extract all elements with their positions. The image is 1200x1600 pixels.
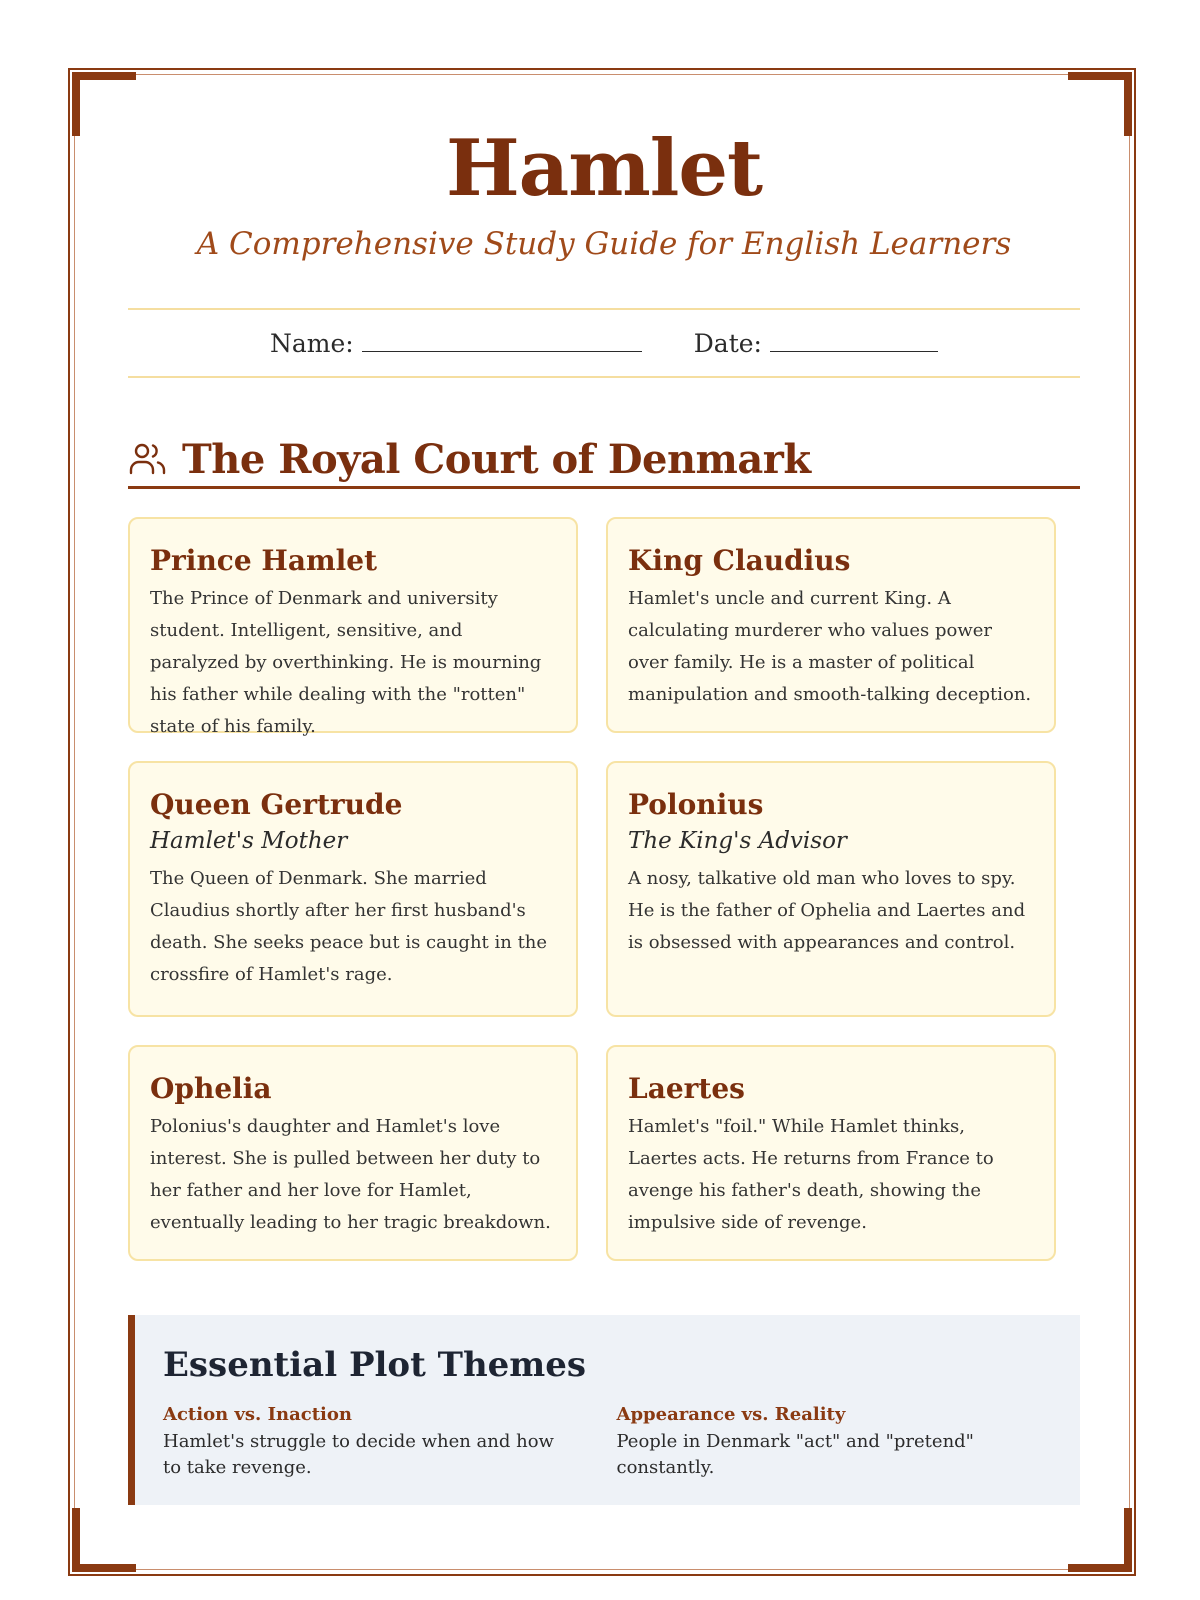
theme-description: People in Denmark "act" and "pretend" constantly.	[616, 1431, 974, 1478]
corner-ornament-bottom-right	[1068, 1508, 1132, 1572]
corner-ornament-top-left	[72, 72, 136, 136]
character-description: Polonius's daughter and Hamlet's love interest. She is pulled between her duty to her father and her love for Hamlet, eventually leading to her tragic breakdown.	[150, 1116, 551, 1233]
date-label: Date:	[693, 328, 762, 358]
date-blank-line[interactable]	[770, 329, 938, 352]
character-name: King Claudius	[628, 544, 851, 577]
character-card	[128, 517, 578, 737]
theme-item	[617, 1403, 1051, 1481]
character-grid	[128, 517, 1080, 1261]
page-title: Hamlet	[445, 123, 763, 214]
character-role: Hamlet's Mother	[150, 828, 348, 854]
theme-item	[163, 1403, 597, 1481]
themes-panel	[128, 1315, 1080, 1505]
theme-name: Appearance vs. Reality	[616, 1404, 846, 1425]
name-label: Name:	[270, 328, 354, 358]
name-field[interactable]	[270, 329, 642, 358]
page-subtitle: A Comprehensive Study Guide for English Learners	[196, 226, 1012, 262]
theme-description: Hamlet's struggle to decide when and how to take revenge.	[163, 1431, 554, 1478]
people-icon	[128, 439, 168, 479]
character-card	[606, 517, 1056, 733]
character-name: Queen Gertrude	[150, 788, 403, 821]
characters-heading-text: The Royal Court of Denmark	[182, 435, 811, 483]
themes-heading: Essential Plot Themes	[163, 1345, 587, 1385]
character-name: Ophelia	[150, 1072, 272, 1105]
name-date-bar	[128, 308, 1080, 378]
name-blank-line[interactable]	[362, 329, 642, 352]
character-role: The King's Advisor	[628, 828, 847, 854]
characters-section-heading	[128, 434, 1080, 489]
date-field[interactable]	[694, 329, 938, 358]
character-name: Prince Hamlet	[150, 544, 378, 577]
character-description: A nosy, talkative old man who loves to spy. He is the father of Ophelia and Laertes and is obsessed with appearances and control.	[628, 868, 1026, 953]
character-card	[128, 761, 578, 1017]
character-card	[606, 761, 1056, 1017]
theme-name: Action vs. Inaction	[163, 1404, 352, 1425]
character-description: The Prince of Denmark and university student. Intelligent, sensitive, and paralyzed by overthinking. He is mourning his father while dealing with the "rotten" state of his family.	[150, 588, 542, 737]
character-description: The Queen of Denmark. She married Claudius shortly after her first husband's death. She seeks peace but is caught in the crossfire of Hamlet's rage.	[150, 868, 548, 985]
worksheet-content	[128, 120, 1080, 1505]
character-card	[128, 1045, 578, 1261]
character-description: Hamlet's uncle and current King. A calculating murderer who values power over family. He is a master of political manipulation and smooth-talking deception.	[628, 588, 1032, 705]
themes-list	[163, 1403, 1050, 1481]
character-description: Hamlet's "foil." While Hamlet thinks, Laertes acts. He returns from France to avenge his father's death, showing the impulsive side of revenge.	[628, 1116, 994, 1233]
character-name: Polonius	[628, 788, 764, 821]
character-name: Laertes	[628, 1072, 745, 1105]
character-card	[606, 1045, 1056, 1261]
corner-ornament-bottom-left	[72, 1508, 136, 1572]
